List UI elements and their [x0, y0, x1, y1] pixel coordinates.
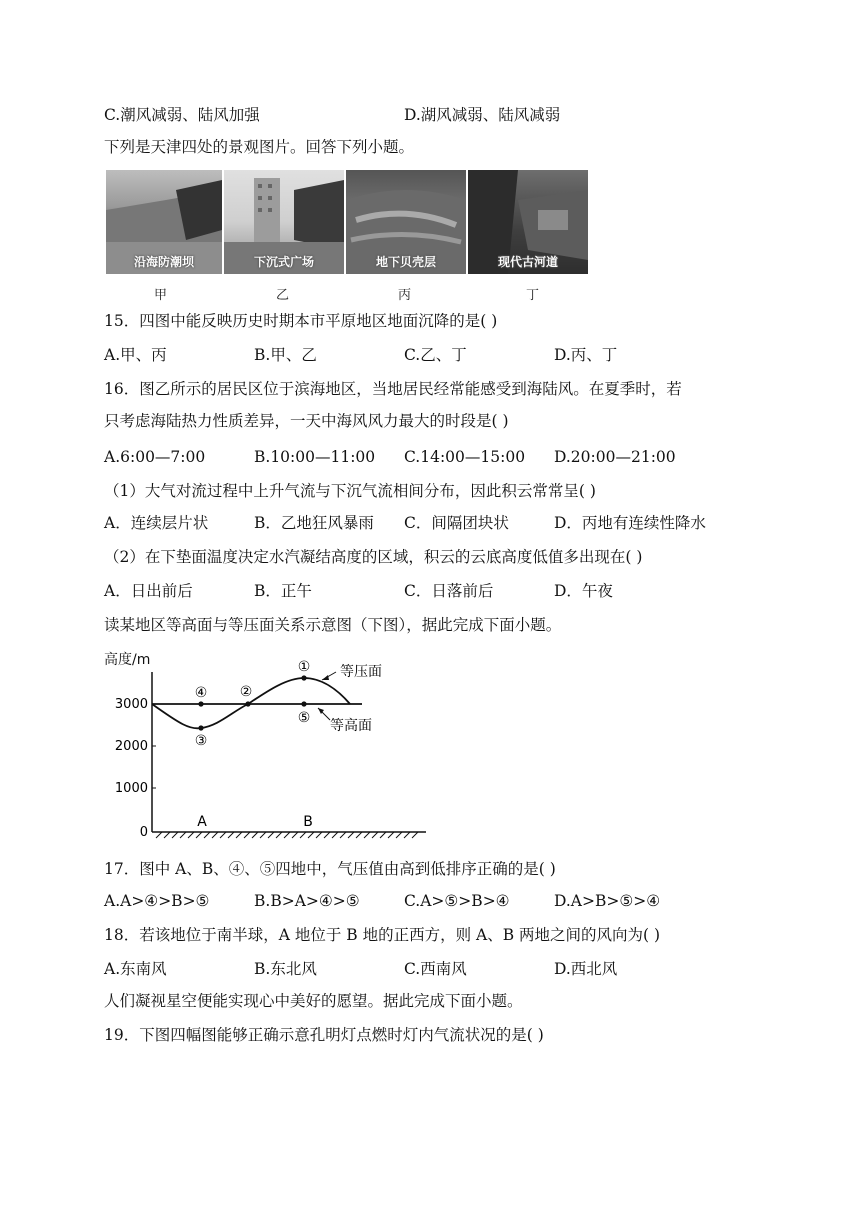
tick-2000: 2000	[114, 739, 148, 754]
point-5-label: ⑤	[297, 710, 311, 726]
q15-option-c: C.乙、丁	[404, 346, 467, 364]
q14-option-d: D.湖风减弱、陆风减弱	[404, 106, 561, 124]
photo-caption-yi: 下沉式广场	[253, 255, 314, 269]
q16-option-c: C.14:00—15:00	[404, 448, 526, 466]
tick-1000: 1000	[114, 781, 148, 796]
ground-hatching	[156, 832, 418, 838]
sub1-option-d: D．丙地有连续性降水	[554, 514, 706, 532]
sub1-option-b: B．乙地狂风暴雨	[254, 514, 374, 532]
q17-option-d: D.A>B>⑤>④	[554, 892, 661, 910]
isobar-label: 等压面	[340, 664, 382, 680]
isobar-arrow-icon	[322, 675, 329, 680]
point-4-label: ④	[194, 685, 208, 701]
point-1-dot	[301, 675, 306, 680]
q15-stem: 15．四图中能反映历史时期本市平原地区地面沉降的是( )	[104, 312, 498, 330]
q15-option-d: D.丙、丁	[554, 346, 618, 364]
q17-option-c: C.A>⑤>B>④	[404, 892, 510, 910]
photo-ding	[468, 170, 588, 274]
intro-tianjin: 下列是天津四处的景观图片。回答下列小题。	[104, 138, 415, 156]
photo-caption-jia: 沿海防潮坝	[133, 255, 194, 269]
q17-stem: 17．图中 A、B、④、⑤四地中，气压值由高到低排序正确的是( )	[104, 860, 556, 878]
photo-bing	[346, 170, 466, 274]
point-4-dot	[198, 701, 203, 706]
sub2-stem: （2）在下垫面温度决定水汽凝结高度的区域，积云的云底高度低值多出现在( )	[104, 548, 643, 566]
tick-3000: 3000	[114, 697, 148, 712]
q16-option-d: D.20:00—21:00	[554, 448, 676, 466]
contour-label: 等高面	[330, 718, 372, 734]
q18-option-c: C.西南风	[404, 960, 467, 978]
point-2-dot	[245, 701, 250, 706]
photo-label-jia: 甲	[154, 288, 168, 303]
sub1-option-a: A．连续层片状	[104, 514, 209, 532]
point-3-dot	[198, 725, 203, 730]
q16-option-a: A.6:00—7:00	[104, 448, 206, 466]
tick-0: 0	[139, 825, 148, 840]
q18-option-b: B.东北风	[254, 960, 317, 978]
intro-diagram: 读某地区等高面与等压面关系示意图（下图），据此完成下面小题。	[104, 616, 562, 634]
photo-caption-bing: 地下贝壳层	[375, 255, 436, 269]
photo-label-yi: 乙	[276, 288, 290, 303]
point-5-dot	[301, 701, 306, 706]
q19-stem: 19．下图四幅图能够正确示意孔明灯点燃时灯内气流状况的是( )	[104, 1026, 544, 1044]
q15-option-a: A.甲、丙	[104, 346, 167, 364]
sub2-option-a: A．日出前后	[104, 582, 193, 600]
intro-lantern: 人们凝视星空便能实现心中美好的愿望。据此完成下面小题。	[104, 992, 523, 1010]
q16-stem-line1: 16．图乙所示的居民区位于滨海地区，当地居民经常能感受到海陆风。在夏季时，若	[104, 380, 682, 398]
q14-option-c: C.潮风减弱、陆风加强	[104, 106, 260, 124]
q17-option-b: B.B>A>④>⑤	[254, 892, 360, 910]
photo-yi	[224, 170, 344, 274]
q18-option-d: D.西北风	[554, 960, 618, 978]
q15-option-b: B.甲、乙	[254, 346, 317, 364]
x-point-a: A	[197, 814, 207, 830]
q17-option-a: A.A>④>B>⑤	[104, 892, 210, 910]
sub2-option-d: D．午夜	[554, 582, 613, 600]
sub2-option-b: B．正午	[254, 582, 312, 600]
sub1-stem: （1）大气对流过程中上升气流与下沉气流相间分布，因此积云常常呈( )	[104, 482, 596, 500]
point-3-label: ③	[194, 733, 208, 749]
isobar-diagram	[100, 644, 440, 844]
sub1-option-c: C．间隔团块状	[404, 514, 509, 532]
x-point-b: B	[303, 814, 313, 830]
sub2-option-c: C．日落前后	[404, 582, 494, 600]
q18-option-a: A.东南风	[104, 960, 167, 978]
point-1-label: ①	[297, 659, 311, 675]
photo-jia	[106, 170, 222, 274]
photo-label-bing: 丙	[398, 288, 412, 303]
point-2-label: ②	[239, 684, 253, 700]
landscape-photos	[106, 170, 588, 274]
diagram-ylabel: 高度/m	[104, 652, 151, 668]
q18-stem: 18．若该地位于南半球，A 地位于 B 地的正西方，则 A、B 两地之间的风向为( )	[104, 926, 661, 944]
q16-option-b: B.10:00—11:00	[254, 448, 376, 466]
photo-caption-ding: 现代古河道	[497, 255, 558, 269]
q16-stem-line2: 只考虑海陆热力性质差异，一天中海风风力最大的时段是( )	[104, 412, 509, 430]
photo-label-ding: 丁	[526, 288, 540, 303]
